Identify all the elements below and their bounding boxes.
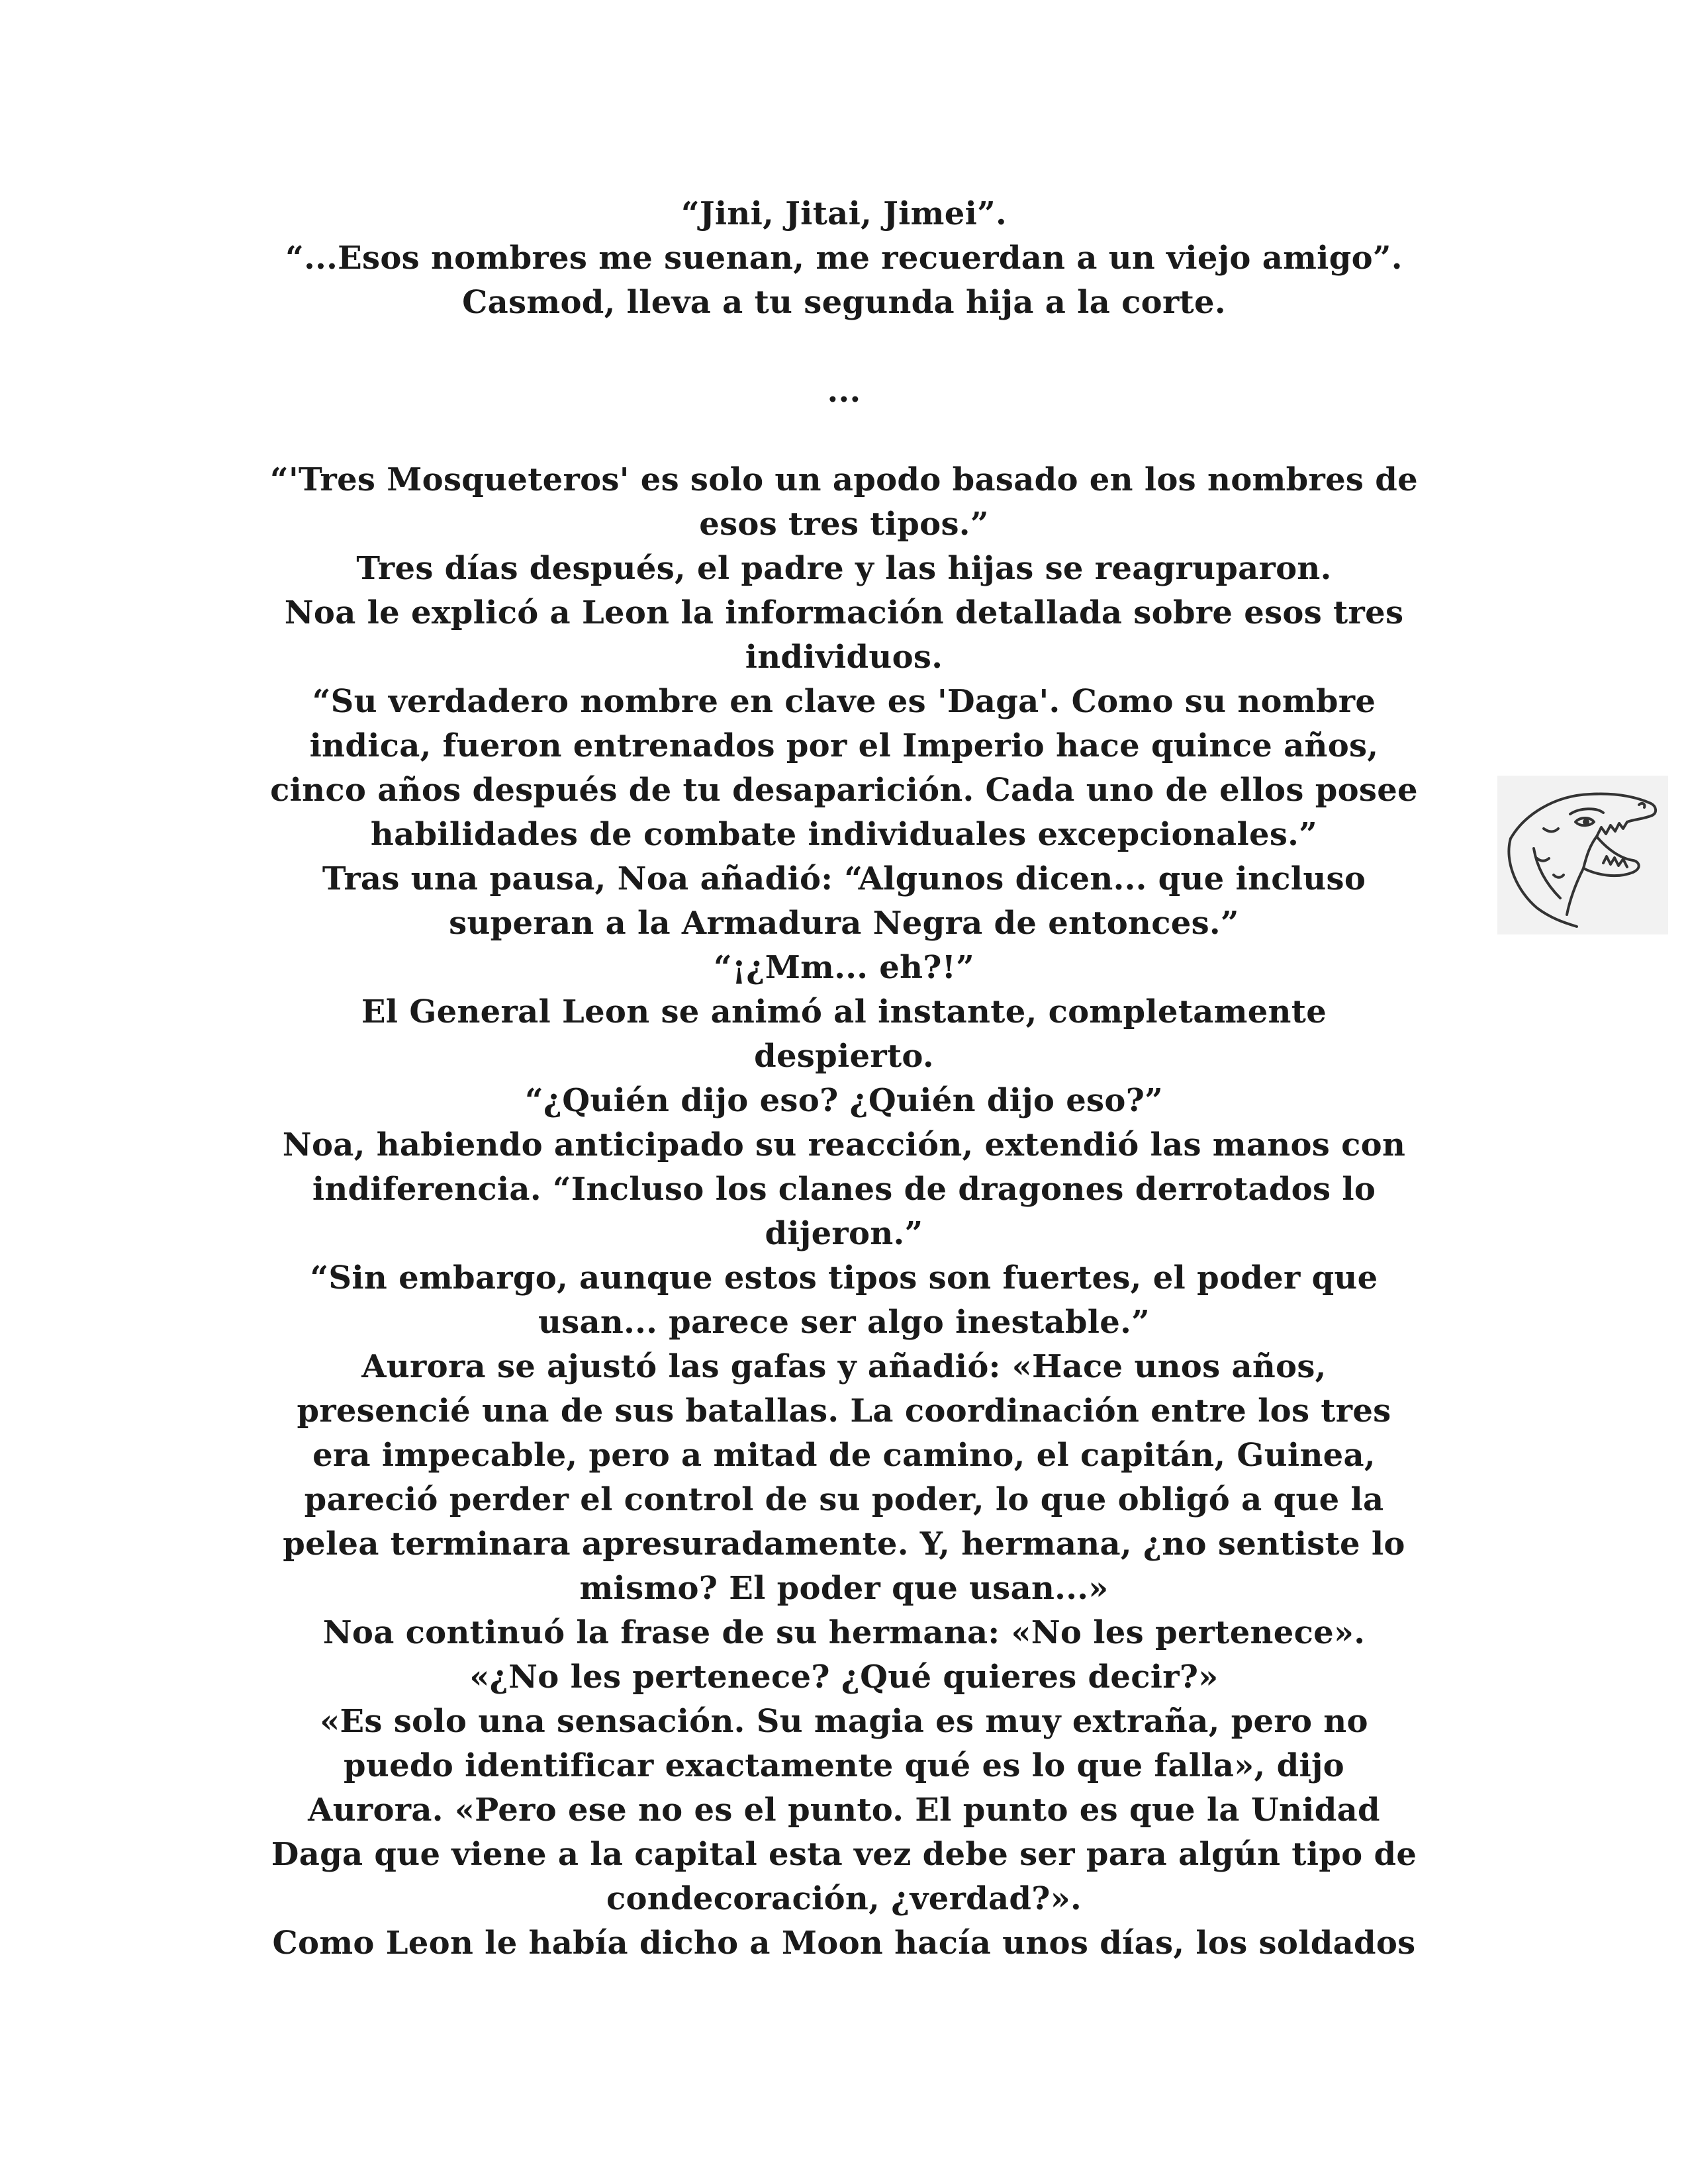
text-line: Noa le explicó a Leon la información detallada sobre esos tres: [284, 594, 1404, 631]
text-line: Daga que viene a la capital esta vez debe ser para algún tipo de: [271, 1836, 1417, 1873]
text-line: “¿Quién dijo eso? ¿Quién dijo eso?”: [524, 1082, 1164, 1119]
text-line: era impecable, pero a mitad de camino, el capitán, Guinea,: [312, 1437, 1376, 1474]
document-body: [225, 192, 1463, 1966]
text-line: Tres días después, el padre y las hijas se reagruparon.: [356, 550, 1332, 587]
text-line: Como Leon le había dicho a Moon hacía unos días, los soldados: [272, 1925, 1416, 1962]
text-line: Tras una pausa, Noa añadió: “Algunos dicen... que incluso: [322, 860, 1366, 897]
text-line: “Su verdadero nombre en clave es 'Daga'. Como su nombre: [312, 683, 1376, 720]
scene-break: ...: [827, 373, 861, 410]
text-line: “'Tres Mosqueteros' es solo un apodo basado en los nombres de: [270, 461, 1418, 498]
text-line: indica, fueron entrenados por el Imperio hace quince años,: [309, 727, 1379, 764]
text-line: Noa, habiendo anticipado su reacción, extendió las manos con: [282, 1126, 1406, 1163]
text-line: presencié una de sus batallas. La coordinación entre los tres: [297, 1392, 1391, 1430]
text-line: esos tres tipos.”: [699, 506, 989, 543]
text-line: «¿No les pertenece? ¿Qué quieres decir?»: [469, 1659, 1219, 1696]
text-line: Noa continuó la frase de su hermana: «No les pertenece».: [322, 1614, 1366, 1651]
text-line: El General Leon se animó al instante, completamente: [361, 993, 1327, 1030]
dinosaur-sketch-icon: [1497, 776, 1668, 934]
text-line: individuos.: [745, 639, 943, 676]
text-line: habilidades de combate individuales excepcionales.”: [370, 816, 1318, 853]
blank-line: [225, 414, 1463, 458]
text-line: despierto.: [754, 1038, 934, 1075]
text-line: dijeron.”: [765, 1215, 923, 1252]
text-line: “¡¿Mm... eh?!”: [713, 949, 974, 986]
text-line: cinco años después de tu desaparición. Cada uno de ellos posee: [270, 772, 1418, 809]
text-line: pareció perder el control de su poder, lo que obligó a que la: [304, 1481, 1384, 1518]
text-line: indiferencia. “Incluso los clanes de dragones derrotados lo: [312, 1171, 1376, 1208]
text-line: “...Esos nombres me suenan, me recuerdan a un viejo amigo”.: [285, 240, 1403, 277]
text-line: superan a la Armadura Negra de entonces.”: [449, 905, 1239, 942]
blank-line: [225, 325, 1463, 369]
text-line: “Sin embargo, aunque estos tipos son fuertes, el poder que: [310, 1259, 1378, 1297]
text-line: “Jini, Jitai, Jimei”.: [680, 195, 1008, 232]
text-line: Aurora. «Pero ese no es el punto. El punto es que la Unidad: [308, 1792, 1380, 1829]
text-line: condecoración, ¿verdad?».: [606, 1880, 1082, 1917]
text-line: usan... parece ser algo inestable.”: [538, 1304, 1150, 1341]
text-line: Casmod, lleva a tu segunda hija a la corte.: [462, 284, 1226, 321]
text-line: «Es solo una sensación. Su magia es muy extraña, pero no: [320, 1703, 1368, 1740]
text-line: Aurora se ajustó las gafas y añadió: «Hace unos años,: [361, 1348, 1327, 1385]
text-line: pelea terminara apresuradamente. Y, hermana, ¿no sentiste lo: [283, 1525, 1405, 1563]
text-line: mismo? El poder que usan...»: [579, 1570, 1109, 1607]
text-line: puedo identificar exactamente qué es lo que falla», dijo: [344, 1747, 1344, 1784]
